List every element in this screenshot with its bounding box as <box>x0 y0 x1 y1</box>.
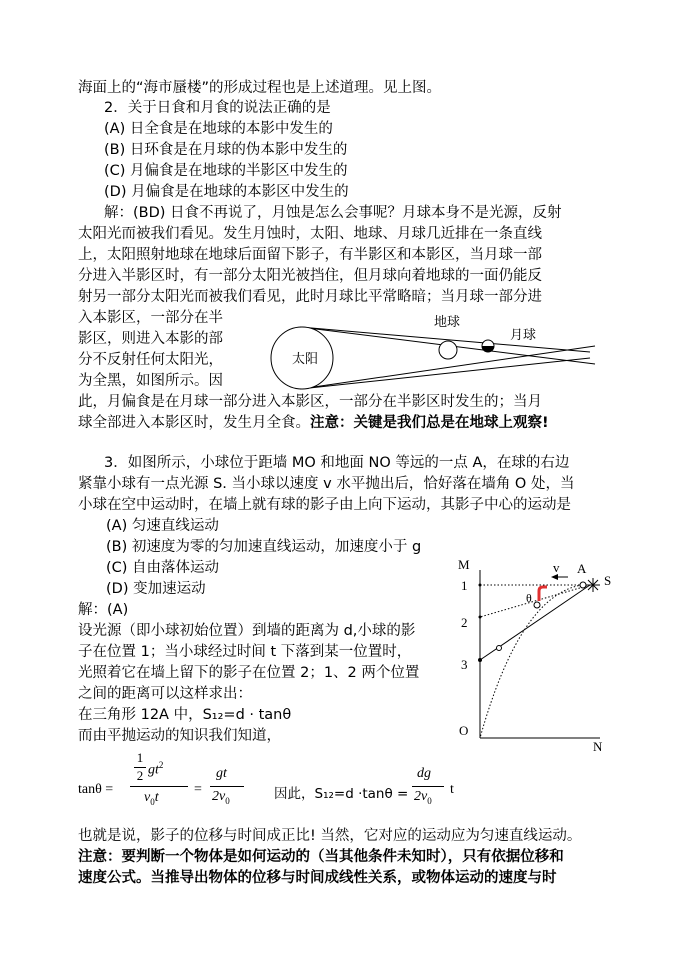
frac3-den: $2v_0$ <box>414 789 432 806</box>
option-b: (B) 初速度为零的匀加速直线运动，加速度小于 g <box>106 539 422 555</box>
text-line: 海面上的“海市蜃楼”的形成过程也是上述道理。见上图。 <box>78 80 442 96</box>
frac-half-num: 1 <box>136 750 144 765</box>
answer-line: 在三角形 12A 中，S₁₂=d · tanθ <box>78 707 292 723</box>
label-s: S <box>604 573 612 588</box>
solution-line: 此，月偏食是在月球一部分进入本影区，一部分在半影区时发生的；当月 <box>78 394 542 410</box>
question-3-line: 紧靠小球有一点光源 S. 当小球以速度 v 水平抛出后，恰好落在墙角 O 处，当 <box>78 476 575 492</box>
formula-tan <box>78 748 278 818</box>
label-m: M <box>458 557 470 572</box>
eclipse-diagram <box>270 312 600 402</box>
formula2-lhs: 因此，S₁₂=d ·tanθ = <box>274 786 409 802</box>
question-3-line: 小球在空中运动时，在墙上就有球的影子由上向下运动，其影子中心的运动是 <box>78 497 571 513</box>
earth-label: 地球 <box>434 315 461 330</box>
answer-3: 解：(A) <box>78 602 129 618</box>
note-text: 要判断一个物体是如何运动的（当其他条件未知时），只有依据位移和 <box>121 849 564 865</box>
answer-line: 而由平抛运动的知识我们知道， <box>78 728 281 744</box>
note-line: 速度公式。当推导出物体的位移与时间成线性关系，或物体运动的速度与时 <box>78 870 557 886</box>
note-line <box>78 847 564 867</box>
option-a: (A) 日全食是在地球的本影中发生的 <box>104 121 333 137</box>
formula-eq: = <box>194 782 202 797</box>
solution-line: 分进入半影区时，有一部分太阳光被挡住，但月球向着地球的一面仍能反 <box>78 268 542 284</box>
frac-half-den: 2 <box>136 768 144 783</box>
conclusion-line: 也就是说，影子的位移与时间成正比! 当然，它对应的运动应为匀速直线运动。 <box>78 828 582 844</box>
option-b: (B) 日环食是在月球的伪本影中发生的 <box>104 142 348 158</box>
label-2: 2 <box>461 615 468 630</box>
solution-line: 射另一部分太阳光而被我们看见，此时月球比平常略暗；当月球一部分进 <box>78 289 542 305</box>
label-a: A <box>577 561 587 576</box>
answer-line: 之间的距离可以这样求出： <box>78 686 252 702</box>
solution-line: 分不反射任何太阳光， <box>78 352 223 368</box>
label-o: O <box>459 723 469 738</box>
option-d: (D) 月偏食是在地球的本影区中发生的 <box>104 184 349 200</box>
formula2-t: t <box>450 782 454 797</box>
label-v: v <box>553 560 560 575</box>
option-a: (A) 匀速直线运动 <box>106 518 219 534</box>
frac-den: $v_0t$ <box>144 790 159 807</box>
option-c: (C) 月偏食是在地球的半影区中发生的 <box>104 163 348 179</box>
solution-line: 太阳光而被我们看见。发生月蚀时，太阳、地球、月球几近排在一条直线 <box>78 226 542 242</box>
sun-label: 太阳 <box>292 352 319 367</box>
solution-line: 上，太阳照射地球在地球后面留下影子，有半影区和本影区，当月球一部 <box>78 247 542 263</box>
frac2-num: gt <box>216 766 227 781</box>
answer-line: 光照着它在墙上留下的影子在位置 2；1、2 两个位置 <box>78 665 420 681</box>
earth-circle <box>439 341 457 359</box>
label-n: N <box>593 739 603 754</box>
frac-gt: $gt^2$ <box>148 760 164 778</box>
formula-lhs: tanθ = <box>78 782 114 797</box>
solution-text: 球全部进入本影区时，发生月全食。 <box>78 415 310 431</box>
frac2-den: $2v_0$ <box>212 789 230 806</box>
option-d: (D) 变加速运动 <box>106 581 206 597</box>
moon-label: 月球 <box>510 328 537 343</box>
solution-line: 影区，则进入本影的部 <box>78 331 223 347</box>
label-3: 3 <box>461 657 468 672</box>
note-bold: 注意：关键是我们总是在地球上观察! <box>310 415 549 431</box>
label-theta: θ <box>526 591 532 605</box>
answer-line: 子在位置 1；当小球经过时间 t 下落到某一位置时， <box>78 644 412 660</box>
option-c: (C) 自由落体运动 <box>106 560 220 576</box>
projectile-diagram <box>450 555 650 755</box>
note-label: 注意： <box>78 849 122 865</box>
solution-line <box>78 413 549 433</box>
solution-line: 入本影区，一部分在半 <box>78 310 223 326</box>
formula-displacement <box>274 766 474 816</box>
solution-line: 解：(BD) 日食不再说了，月蚀是怎么会事呢？月球本身不是光源，反射 <box>104 205 562 221</box>
label-1: 1 <box>461 578 468 593</box>
answer-line: 设光源（即小球初始位置）到墙的距离为 d,小球的影 <box>78 623 416 639</box>
frac3-num: dg <box>417 766 431 781</box>
question-3: 3．如图所示，小球位于距墙 MO 和地面 NO 等远的一点 A，在球的右边 <box>104 455 570 471</box>
solution-line: 为全黑，如图所示。因 <box>78 373 223 389</box>
question-2: 2．关于日食和月食的说法正确的是 <box>104 100 331 116</box>
